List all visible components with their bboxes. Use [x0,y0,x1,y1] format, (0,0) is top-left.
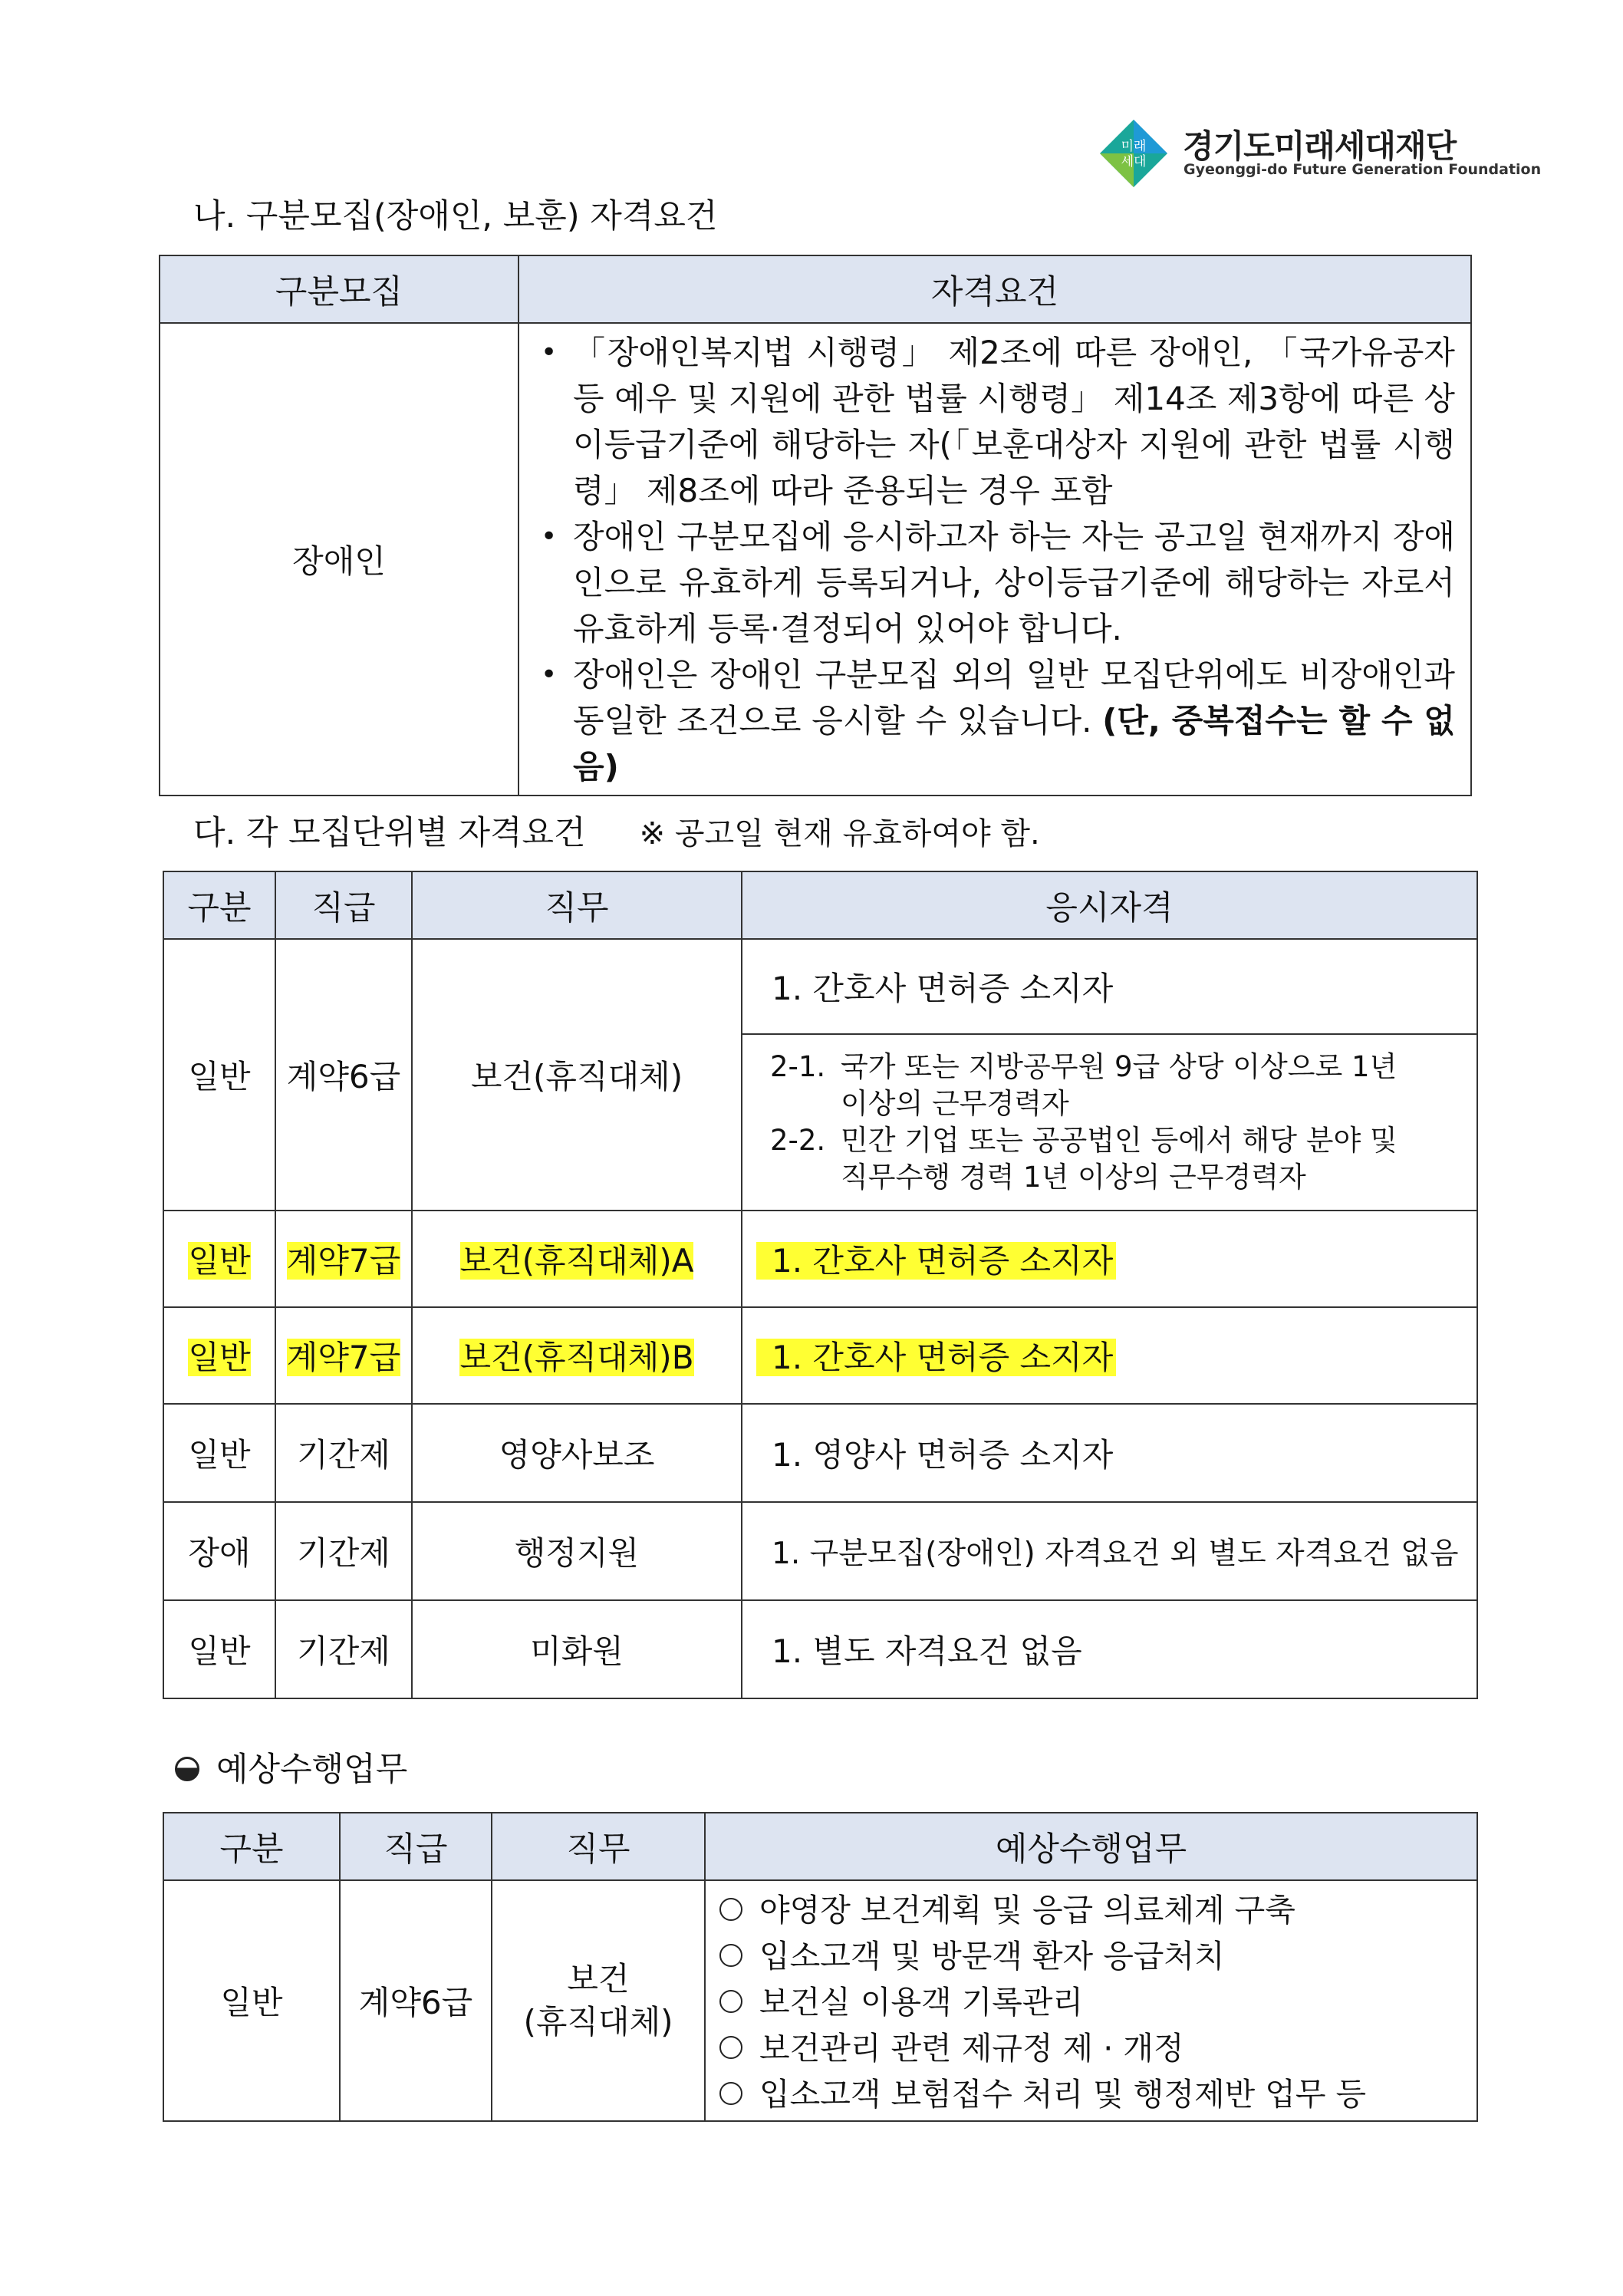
cell-type [163,1211,275,1307]
logo-name-ko: 경기도미래세대재단 [1183,127,1457,165]
section-b-note: ※ 공고일 현재 유효하여야 함. [639,816,1040,852]
circle-bullet-icon [719,1898,742,1921]
cell-grade [275,1211,412,1307]
cell-duty: 미화원 [412,1600,742,1698]
cell-grade-text: 계약7급 [286,1339,401,1376]
table-row [163,1211,1477,1307]
unit-requirements-table [163,871,1478,1699]
section-b-heading [193,807,1040,854]
section-b-title: 다. 각 모집단위별 자격요건 [193,814,586,852]
header-type: 구분 [163,871,275,939]
table-header-row [163,871,1477,939]
cell-expected-duties [705,1880,1477,2121]
cell-grade-text: 계약7급 [286,1242,401,1280]
header-requirements: 자격요건 [519,255,1471,323]
list-item [719,2071,1469,2117]
table-row [163,1307,1477,1404]
cell-duty-text: 보건(휴직대체)A [459,1242,694,1280]
qualification-sub-item [770,1122,1453,1196]
requirement-item-3-bold: (단, 중복접수는 할 수 없음) [573,702,1455,786]
requirement-item-2: • 장애인 구분모집에 응시하고자 하는 자는 공고일 현재까지 장애인으로 유효하게 등록되거나, 상이등급기준에 해당하는 자로서 유효하게 등록·결정되어 있어야 합니다. [541,514,1455,652]
header-grade: 직급 [340,1813,492,1880]
cell-qualification: 1. 간호사 면허증 소지자 [742,939,1477,1034]
disability-requirements-table [159,255,1472,796]
cell-grade: 기간제 [275,1600,412,1698]
cell-type: 일반 [163,939,275,1211]
cell-type-text: 일반 [188,1339,251,1376]
logo-name-en: Gyeonggi-do Future Generation Foundation [1184,161,1542,178]
duty-item-text: 보건실 이용객 기록관리 [759,1984,1084,2021]
sub-item-number: 2-2. [770,1124,826,1157]
cell-qualification-text: 1. 간호사 면허증 소지자 [756,1339,1116,1376]
requirement-item-3 [541,652,1455,790]
duty-item-text: 보건관리 관련 제규정 제 · 개정 [759,2030,1184,2067]
section-c-title: 예상수행업무 [216,1751,408,1789]
table-row [163,1404,1477,1502]
list-item [719,1887,1469,1933]
circle-bullet-icon [719,1990,742,2013]
cell-qualification [742,1307,1477,1404]
cell-duty [412,1307,742,1404]
sub-item-continuation: 이상의 근무경력자 [841,1087,1069,1120]
cell-duty: 영양사보조 [412,1404,742,1502]
cell-type: 장애 [163,1502,275,1600]
cell-qualification: 1. 별도 자격요건 없음 [742,1600,1477,1698]
header-duty: 직무 [412,871,742,939]
circle-bullet-icon [719,1944,742,1967]
cell-type: 일반 [163,1404,275,1502]
cell-qualification-sub [742,1034,1477,1211]
header-expected-duties: 예상수행업무 [705,1813,1477,1880]
sub-item-number: 2-1. [770,1050,826,1083]
duty-item-text: 입소고객 및 방문객 환자 응급처치 [759,1938,1225,1975]
requirements-list [519,324,1470,795]
cell-grade: 계약6급 [340,1880,492,2121]
table-row [163,1600,1477,1698]
circle-bullet-icon [719,2036,742,2059]
duties-list [706,1881,1477,2120]
cell-grade: 기간제 [275,1404,412,1502]
qualification-sub-item [770,1049,1453,1122]
list-item [719,1933,1469,1979]
sub-item-text: 국가 또는 지방공무원 9급 상당 이상으로 1년 [841,1050,1397,1083]
section-bullet-icon [175,1757,199,1781]
cell-type: 일반 [163,1600,275,1698]
header-type: 구분 [163,1813,340,1880]
logo-mark-text-2: 세대 [1121,154,1147,170]
sub-item-text: 민간 기업 또는 공공법인 등에서 해당 분야 및 [841,1124,1397,1157]
logo-mark-icon [1098,118,1169,189]
requirement-item-1: • 「장애인복지법 시행령」 제2조에 따른 장애인, 「국가유공자 등 예우 및 지원에 관한 법률 시행령」 제14조 제3항에 따른 상이등급기준에 해당하는 자(「보훈대상자 지원에 관한 법률 시행령」 제8조에 따라 준용되는 경우 포함 [541,330,1455,514]
table-header-row [163,1813,1477,1880]
cell-grade: 기간제 [275,1502,412,1600]
duty-item-text: 입소고객 보험접수 처리 및 행정제반 업무 등 [759,2076,1367,2113]
cell-type-text: 일반 [188,1242,251,1280]
table-header-row [160,255,1471,323]
header-grade: 직급 [275,871,412,939]
logo-mark-text-1: 미래 [1121,139,1147,154]
table-row [163,1880,1477,2121]
foundation-logo [1098,115,1542,192]
cell-qualification: 1. 영양사 면허증 소지자 [742,1404,1477,1502]
section-c-heading [175,1744,407,1790]
table-row [163,1502,1477,1600]
cell-qualification: 1. 구분모집(장애인) 자격요건 외 별도 자격요건 없음 [742,1502,1477,1600]
sub-item-continuation: 직무수행 경력 1년 이상의 근무경력자 [841,1161,1306,1194]
duty-line-2: (휴직대체) [523,2003,673,2041]
row-label-disabled: 장애인 [160,323,519,796]
cell-qualification [742,1211,1477,1307]
cell-grade: 계약6급 [275,939,412,1211]
circle-bullet-icon [719,2082,742,2105]
header-duty: 직무 [492,1813,705,1880]
header-qualification: 응시자격 [742,871,1477,939]
cell-qualification-text: 1. 간호사 면허증 소지자 [756,1242,1116,1280]
cell-type: 일반 [163,1880,340,2121]
expected-duties-table [163,1812,1478,2122]
section-a-title: 나. 구분모집(장애인, 보훈) 자격요건 [193,197,718,236]
header-category: 구분모집 [160,255,519,323]
cell-duty-text: 보건(휴직대체)B [459,1339,694,1376]
requirement-item-3-text: 장애인은 장애인 구분모집 외의 일반 모집단위에도 비장애인과 동일한 조건으로 응시할 수 있습니다. [573,656,1455,740]
cell-duty: 행정지원 [412,1502,742,1600]
table-row [160,323,1471,796]
cell-duty [412,1211,742,1307]
cell-type [163,1307,275,1404]
cell-duty: 보건(휴직대체) [412,939,742,1211]
list-item [719,1979,1469,2025]
cell-duty [492,1880,705,2121]
list-item [719,2025,1469,2071]
cell-grade [275,1307,412,1404]
requirements-cell [519,323,1471,796]
duty-line-1: 보건 [567,1960,630,1998]
table-row [163,939,1477,1034]
duty-item-text: 야영장 보건계획 및 응급 의료체계 구축 [759,1892,1295,1929]
